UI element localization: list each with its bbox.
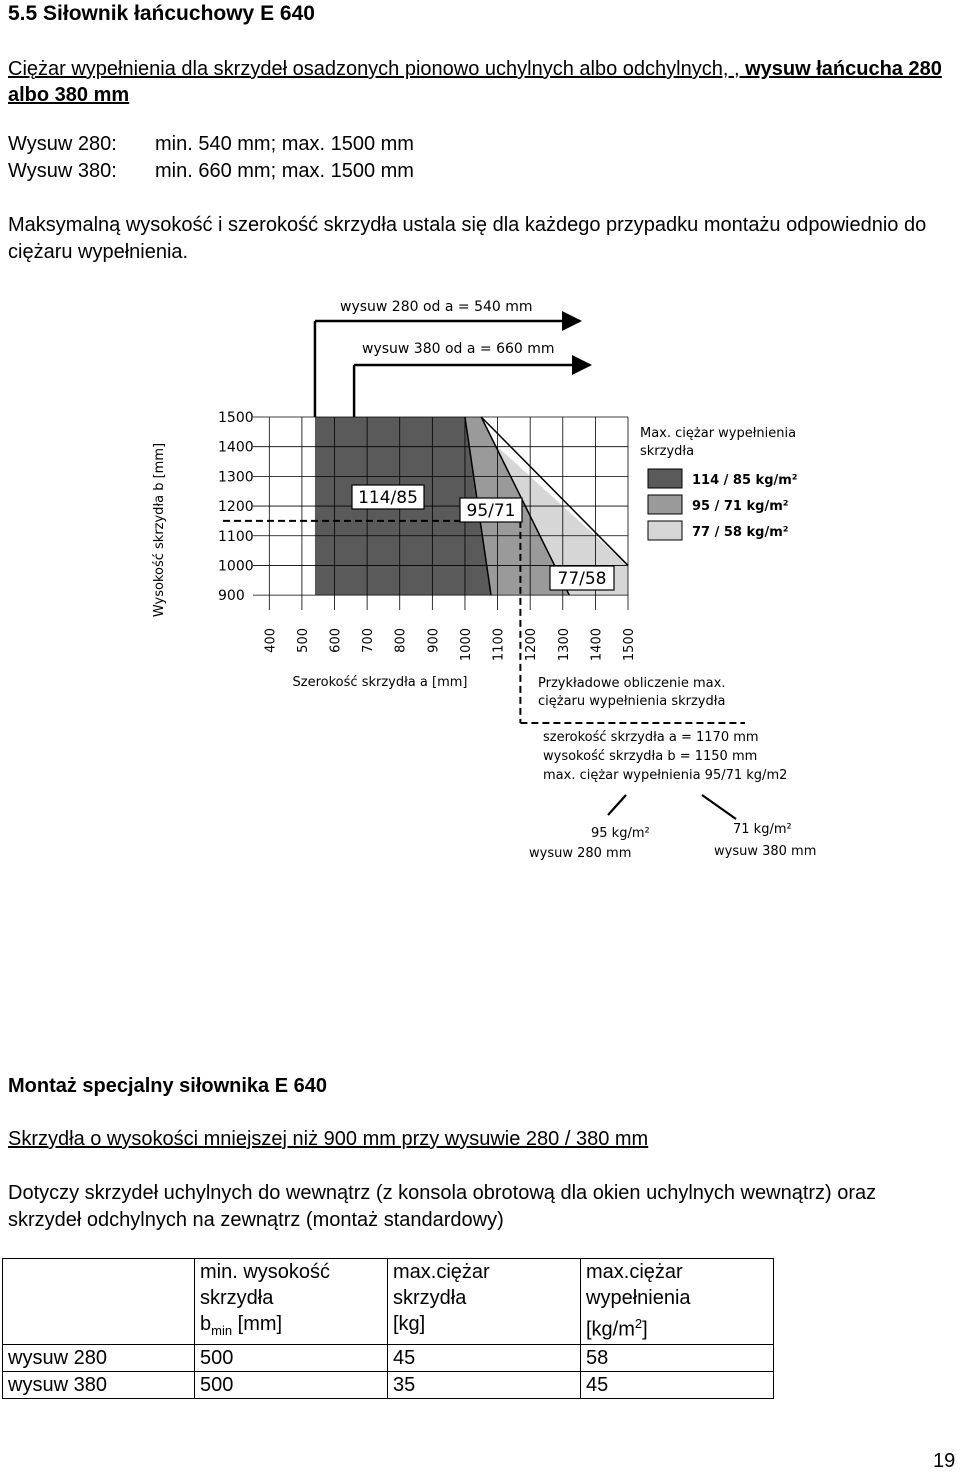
hdr-line: min. wysokość [200, 1261, 331, 1283]
hdr-superscript: 2 [634, 1316, 643, 1331]
legend-entry: 95 / 71 kg/m² [692, 499, 789, 514]
wysuw-280-label: Wysuw 280: [8, 133, 117, 155]
y-tick-label: 900 [218, 588, 245, 605]
special-mount-title: Montaż specjalny siłownika E 640 [8, 1075, 328, 1097]
result-label-280: wysuw 280 mm [529, 846, 632, 861]
result-value-380: 71 kg/m² [733, 822, 792, 837]
table-row [3, 1345, 774, 1372]
table-cell: 58 [581, 1345, 774, 1372]
x-tick-label: 1300 [556, 628, 572, 662]
table-cell: 45 [388, 1345, 581, 1372]
table-cell: 45 [581, 1372, 774, 1399]
page-number: 19 [933, 1450, 956, 1472]
x-tick-label: 400 [263, 628, 279, 653]
table-cell: wysuw 380 [3, 1372, 195, 1399]
table-header-min-height [195, 1259, 388, 1345]
hdr-line: [kg] [393, 1313, 426, 1335]
legend-entry: 114 / 85 kg/m² [692, 473, 798, 488]
hdr-line [200, 1311, 387, 1344]
hdr-symbol: b [200, 1313, 212, 1335]
wysuw-280-line [8, 133, 414, 156]
y-tick-label: 1400 [218, 439, 254, 456]
x-tick-label: 500 [295, 628, 311, 653]
legend-swatch [648, 521, 682, 540]
x-tick-label: 600 [328, 628, 344, 653]
table-header-max-weight [388, 1259, 581, 1345]
legend-title-line2: skrzydła [640, 444, 695, 459]
weight-chart [140, 285, 840, 875]
result-arrow-280 [608, 795, 626, 815]
result-value-280: 95 kg/m² [591, 826, 650, 841]
section-heading: 5.5 Siłownik łańcuchowy E 640 [8, 2, 315, 25]
hdr-unit: [mm] [232, 1313, 283, 1335]
region-label-95-71: 95/71 [466, 501, 516, 521]
legend-title-line1: Max. ciężar wypełnienia [640, 426, 797, 441]
x-tick-label: 1000 [458, 628, 474, 662]
x-axis-label: Szerokość skrzydła a [mm] [292, 675, 468, 690]
annotation-280: wysuw 280 od a = 540 mm [340, 299, 533, 315]
subtitle-bold: wysuw łańcucha 280 albo 380 mm [8, 58, 942, 106]
x-tick-label: 1500 [622, 628, 637, 662]
y-tick-label: 1500 [218, 410, 254, 426]
special-mount-subtitle: Skrzydła o wysokości mniejszej niż 900 mm przy wysuwie 280 / 380 mm [8, 1128, 649, 1150]
hdr-line [586, 1311, 773, 1343]
wysuw-380-value: min. 660 mm; max. 1500 mm [155, 160, 414, 182]
y-tick-label: 1000 [218, 558, 254, 575]
special-mount-paragraph: Dotyczy skrzydeł uchylnych do wewnątrz (z konsola obrotową dla okien uchylnych wewnątrz) oraz skrzydeł odchylnych na zewnątrz (montaż standardowy) [8, 1182, 877, 1231]
hdr-line: max.ciężar [586, 1261, 683, 1283]
x-tick-label: 800 [393, 628, 409, 653]
hdr-line: skrzydła [393, 1287, 467, 1309]
hdr-line: skrzydła [200, 1287, 274, 1309]
subtitle [8, 56, 948, 108]
result-arrow-380 [702, 795, 736, 819]
example-line: max. ciężar wypełnienia 95/71 kg/m2 [543, 768, 788, 783]
example-title-line1: Przykładowe obliczenie max. [538, 676, 726, 691]
annotation-380: wysuw 380 od a = 660 mm [362, 341, 555, 357]
table-row [3, 1372, 774, 1399]
hdr-unit-end: ] [642, 1318, 648, 1341]
hdr-unit: [kg/m [586, 1318, 635, 1341]
spec-table [2, 1258, 774, 1399]
region-label-114-85: 114/85 [358, 488, 418, 508]
y-axis-label: Wysokość skrzydła b [mm] [152, 442, 167, 618]
hdr-subscript: min [211, 1323, 233, 1338]
table-cell: 35 [388, 1372, 581, 1399]
legend-entry: 77 / 58 kg/m² [692, 525, 789, 540]
legend-swatch [648, 495, 682, 514]
example-title-line2: ciężaru wypełnienia skrzydła [538, 694, 726, 709]
table-cell: 500 [195, 1372, 388, 1399]
hdr-line: max.ciężar [393, 1261, 490, 1283]
x-tick-label: 1100 [491, 628, 507, 662]
example-line: szerokość skrzydła a = 1170 mm [543, 730, 759, 745]
table-header-max-fill [581, 1259, 774, 1345]
wysuw-380-line [8, 160, 414, 183]
legend-swatch [648, 469, 682, 488]
x-tick-label: 1200 [524, 628, 540, 662]
wysuw-280-value: min. 540 mm; max. 1500 mm [155, 133, 414, 155]
result-label-380: wysuw 380 mm [714, 844, 817, 859]
y-tick-label: 1100 [218, 528, 254, 545]
region-label-77-58: 77/58 [557, 569, 607, 589]
table-cell: 500 [195, 1345, 388, 1372]
example-line: wysokość skrzydła b = 1150 mm [543, 749, 758, 764]
x-tick-label: 900 [426, 628, 442, 653]
x-tick-label: 700 [361, 628, 377, 653]
wysuw-380-label: Wysuw 380: [8, 160, 117, 182]
table-header-row [3, 1259, 774, 1345]
hdr-line: wypełnienia [586, 1287, 691, 1309]
subtitle-text: Ciężar wypełnienia dla skrzydeł osadzonych pionowo uchylnych albo odchylnych, , [8, 58, 740, 80]
paragraph-intro: Maksymalną wysokość i szerokość skrzydła ustala się dla każdego przypadku montażu odpowiednio do ciężaru wypełnienia. [8, 214, 927, 263]
table-header-empty [3, 1259, 195, 1345]
y-tick-label: 1300 [218, 469, 254, 486]
table-cell: wysuw 280 [3, 1345, 195, 1372]
x-tick-label: 1400 [589, 628, 605, 662]
y-tick-label: 1200 [218, 499, 254, 516]
